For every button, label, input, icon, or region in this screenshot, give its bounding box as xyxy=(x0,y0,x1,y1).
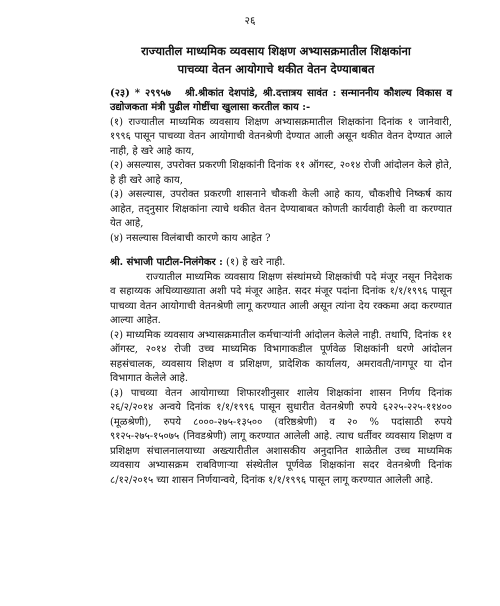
answer-minister: श्री. संभाजी पाटील-निलंगेकर : xyxy=(110,257,223,269)
question-item: (३) असल्यास, उपरोक्त प्रकरणी शासनाने चौकशी केली आहे काय, चौकशीचे निष्कर्ष काय आहेत, तद्नुसार शिक्षकांना त्याचे थकीत वेतन देण्याबाबत कोणती कार्यवाही केली वा करण्यात येत आहे, xyxy=(110,189,452,230)
answer-paragraph: (३) पाचव्या वेतन आयोगाच्या शिफारशीनुसार शालेय शिक्षकांना शासन निर्णय दिनांक २६/२/२०१४ अन्वये दिनांक १/१/१९९६ पासून सुधारीत वेतनश्रेणी रुपये ६२२५-२२५-११४०० (मूळश्रेणी), रुपये ८०००-२७५-१३५०० (वरिष्ठश्रेणी) व २० % पदांसाठी रुपये ९१२५-२७५-१५०७५ (निवडश्रेणी) लागू करण्यात आलेली आहे. त्याच धर्तीवर व्यवसाय शिक्षण व प्रशिक्षण संचालनालयाच्या अख्त्यारीतील अशासकीय अनुदानित शाळेतील उच्च माध्यमिक व्यवसाय अभ्यासक्रम राबविणाऱ्या संस्थेतील पूर्णवेळ शिक्षकांना सदर वेतनश्रेणी दिनांक ८/१२/२०१५ च्या शासन निर्णयान्वये, दिनांक १/१/१९९६ पासून लागू करण्यात आलेली आहे. xyxy=(110,387,452,486)
question-header xyxy=(110,87,452,116)
document-title xyxy=(100,43,452,79)
answer-first: (१) हे खरे नाही. xyxy=(226,257,286,269)
answer-paragraph: (२) माध्यमिक व्यवसाय अभ्यासक्रमातील कर्मचाऱ्यांनी आंदोलन केलेले नाही. तथापि, दिनांक ११ ऑगस्ट, २०१४ रोजी उच्च माध्यमिक विभागाकडील पूर्णवेळ शिक्षकांनी धरणे आंदोलन सहसंचालक, व्यवसाय शिक्षण व प्रशिक्षण, प्रादेशिक कार्यालय, अमरावती/नागपूर या दोन विभागात केलेले आहे. xyxy=(110,329,452,385)
answer-paragraph: राज्यातील माध्यमिक व्यवसाय शिक्षण संस्थांमध्ये शिक्षकांची पदे मंजूर नसून निदेशक व सहाय्यक अधिव्याख्याता अशी पदे मंजूर आहेत. सदर मंजूर पदांना दिनांक १/१/१९९६ पासून पाचव्या वेतन आयोगाची वेतनश्रेणी लागू करण्यात आली असून त्यांना देय रक्कमा अदा करण्यात आल्या आहेत. xyxy=(110,271,452,327)
page-number: २६ xyxy=(244,15,256,27)
answer-header xyxy=(110,256,452,271)
question-item: (१) राज्यातील माध्यमिक व्यवसाय शिक्षण अभ्यासक्रमातील शिक्षकांना दिनांक १ जानेवारी, १९९६ पासून पाचव्या वेतन आयोगाची वेतनश्रेणी देण्यात आली असून थकीत वेतन देण्यात आले नाही, हे खरे आहे काय, xyxy=(110,116,452,157)
question-item: (२) असल्यास, उपरोक्त प्रकरणी शिक्षकांनी दिनांक ११ ऑगस्ट, २०१४ रोजी आंदोलन केले होते, हे ही खरे आहे काय, xyxy=(110,160,452,186)
question-item: (४) नसल्यास विलंबाची कारणे काय आहेत ? xyxy=(110,232,271,244)
title-line-2: पाचव्या वेतन आयोगाचे थकीत वेतन देण्याबाबत xyxy=(177,62,375,77)
question-members: श्री.श्रीकांत देशपांडे, श्री.दत्तात्रय सावंत : xyxy=(184,87,337,99)
title-line-1: राज्यातील माध्यमिक व्यवसाय शिक्षण अभ्यासक्रमातील शिक्षकांना xyxy=(141,44,411,59)
question-addressed-to: सन्माननीय कौशल्य विकास व उद्योजकता मंत्री पुढील गोष्टींचा खुलासा करतील काय :- xyxy=(110,87,453,114)
question-number: (२३) * २९९५७ xyxy=(110,87,171,99)
